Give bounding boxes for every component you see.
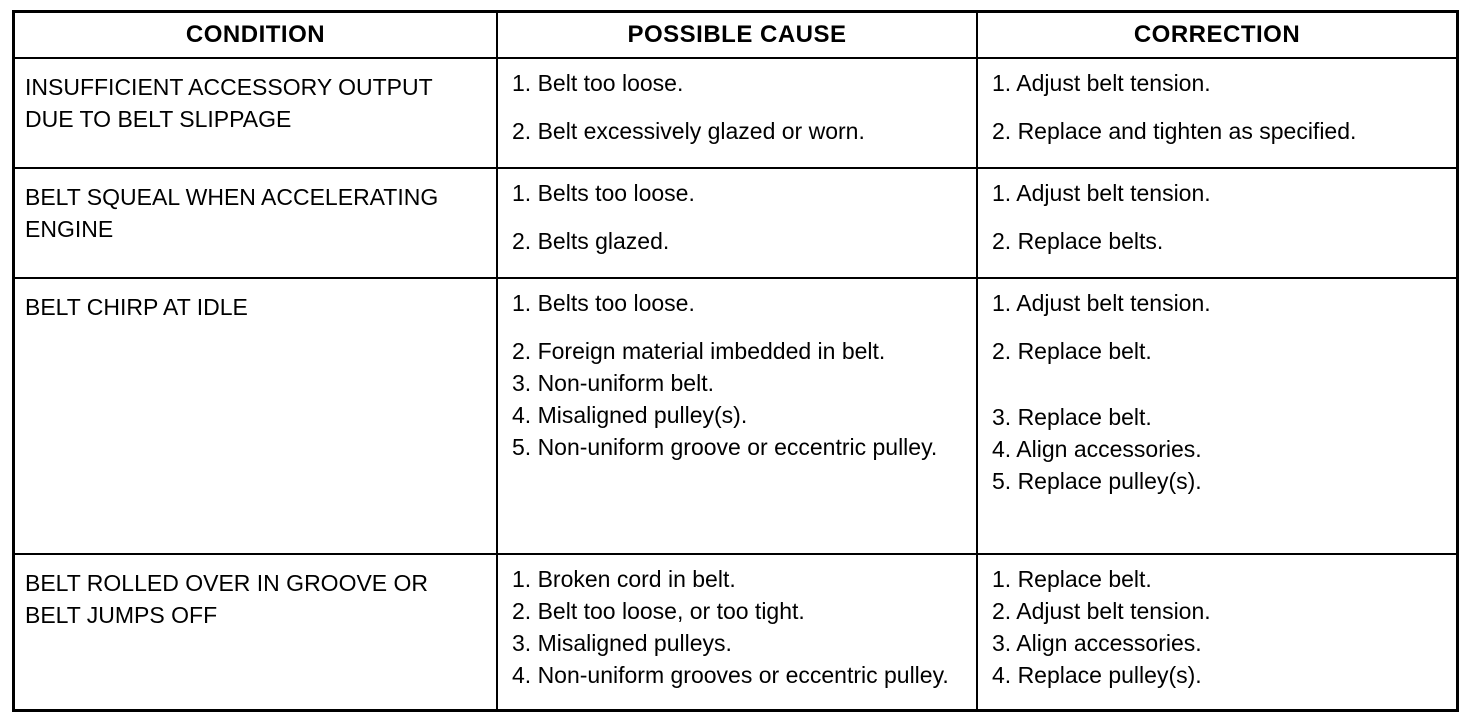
correction-cell — [977, 554, 1456, 709]
cause-cell — [497, 58, 977, 168]
cause-item: 2. Foreign material imbedded in belt. — [512, 338, 886, 364]
condition-cell: BELT SQUEAL WHEN ACCELERATING ENGINE — [15, 168, 497, 278]
condition-cell: INSUFFICIENT ACCESSORY OUTPUT DUE TO BELT SLIPPAGE — [15, 58, 497, 168]
cause-item: 2. Belt excessively glazed or worn. — [512, 118, 865, 144]
correction-item: 1. Adjust belt tension. — [992, 180, 1211, 206]
correction-item: 4. Align accessories. — [992, 436, 1202, 462]
correction-cell — [977, 278, 1456, 554]
cause-item: 4. Non-uniform grooves or eccentric pulley. — [512, 662, 949, 688]
correction-item: 1. Adjust belt tension. — [992, 290, 1211, 316]
cause-item: 3. Non-uniform belt. — [512, 370, 714, 396]
condition-cell: BELT ROLLED OVER IN GROOVE OR BELT JUMPS OFF — [15, 554, 497, 709]
cause-item: 2. Belts glazed. — [512, 228, 670, 254]
troubleshooting-table — [15, 13, 1456, 709]
table-row — [15, 278, 1456, 554]
header-correction: CORRECTION — [977, 13, 1456, 58]
troubleshooting-table-frame — [12, 10, 1459, 712]
table-row — [15, 58, 1456, 168]
table-row — [15, 554, 1456, 709]
cause-item: 1. Broken cord in belt. — [512, 566, 736, 592]
correction-cell — [977, 168, 1456, 278]
correction-item: 2. Replace belts. — [992, 228, 1164, 254]
correction-item: 4. Replace pulley(s). — [992, 662, 1202, 688]
correction-item: 1. Replace belt. — [992, 566, 1152, 592]
header-possible-cause: POSSIBLE CAUSE — [497, 13, 977, 58]
cause-cell — [497, 168, 977, 278]
cause-cell — [497, 278, 977, 554]
correction-item: 5. Replace pulley(s). — [992, 468, 1202, 494]
correction-item: 2. Adjust belt tension. — [992, 598, 1211, 624]
table-row — [15, 168, 1456, 278]
correction-item: 3. Align accessories. — [992, 630, 1202, 656]
correction-item: 2. Replace and tighten as specified. — [992, 118, 1357, 144]
cause-item: 1. Belt too loose. — [512, 70, 684, 96]
correction-cell — [977, 58, 1456, 168]
condition-cell: BELT CHIRP AT IDLE — [15, 278, 497, 554]
correction-item: 3. Replace belt. — [992, 404, 1152, 430]
cause-item: 2. Belt too loose, or too tight. — [512, 598, 805, 624]
header-condition: CONDITION — [15, 13, 497, 58]
cause-item: 4. Misaligned pulley(s). — [512, 402, 748, 428]
cause-item: 1. Belts too loose. — [512, 290, 695, 316]
cause-item: 5. Non-uniform groove or eccentric pulley. — [512, 434, 938, 460]
cause-cell — [497, 554, 977, 709]
correction-item: 1. Adjust belt tension. — [992, 70, 1211, 96]
cause-item: 3. Misaligned pulleys. — [512, 630, 732, 656]
table-header-row — [15, 13, 1456, 58]
correction-item: 2. Replace belt. — [992, 338, 1152, 364]
cause-item: 1. Belts too loose. — [512, 180, 695, 206]
